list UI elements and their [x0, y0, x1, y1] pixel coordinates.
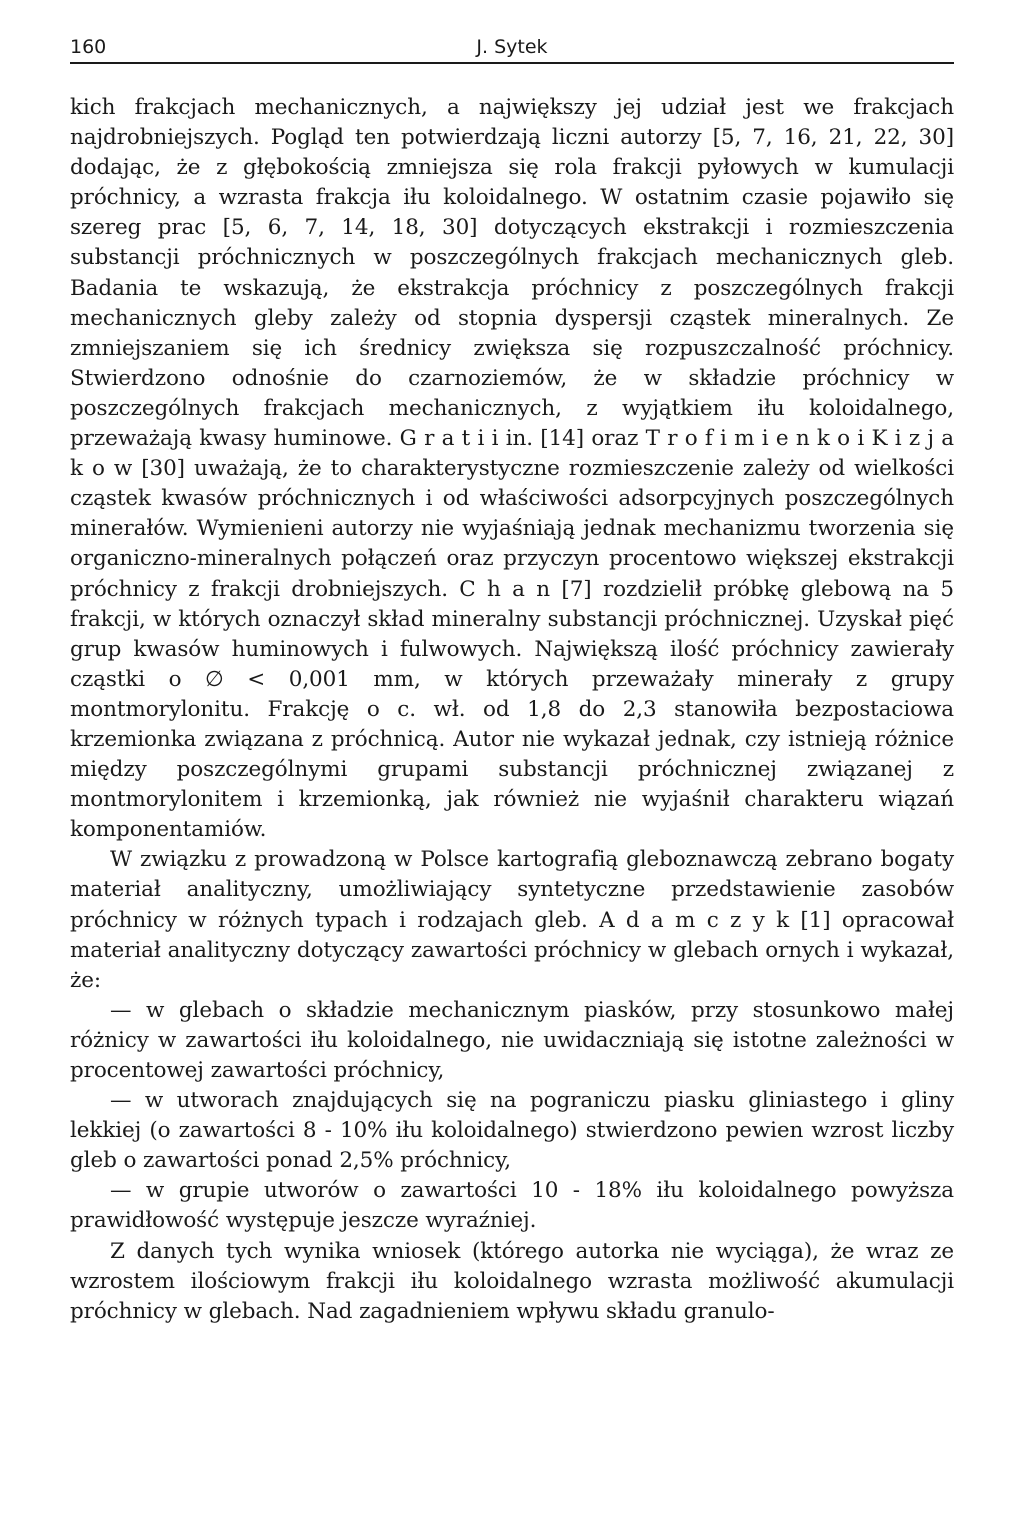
running-head: J. Sytek — [476, 36, 548, 58]
list-item: — w grupie utworów o zawartości 10 - 18% iłu koloidalnego powyższa prawidłowość występuje jeszcze wyraźniej. — [70, 1178, 954, 1234]
header-rule — [70, 62, 954, 64]
page-header — [70, 30, 954, 60]
list-item: — w utworach znajdujących się na pograniczu piasku gliniastego i gliny lekkiej (o zawartości 8 - 10% iłu koloidalnego) stwierdzono pewien wzrost liczby gleb o zawartości ponad 2,5% próchnicy, — [70, 1088, 954, 1174]
page-number: 160 — [70, 36, 107, 58]
list-item: — w glebach o składzie mechanicznym piasków, przy stosunkowo małej różnicy w zawartości iłu koloidalnego, nie uwidaczniają się istotne zależności w procentowej zawartości próchnicy, — [70, 997, 954, 1083]
paragraph: kich frakcjach mechanicznych, a największy jej udział jest we frakcjach najdrobniejszych. Pogląd ten potwierdzają liczni autorzy [5, 7, 16, 21, 22, 30] dodając, że z głębokością zmniejsza się rola frakcji pyłowych w kumulacji próchnicy, a wzrasta frakcja iłu koloidalnego. W ostatnim czasie pojawiło się szereg prac [5, 6, 7, 14, 18, 30] dotyczących ekstrakcji i rozmieszczenia substancji próchnicznych w poszczególnych frakcjach mechanicznych gleb. Badania te wskazują, że ekstrakcja próchnicy z poszczególnych frakcji mechanicznych gleby zależy od stopnia dyspersji cząstek mineralnych. Ze zmniejszaniem się ich średnicy zwiększa się rozpuszczalność próchnicy. Stwierdzono odnośnie do czarnoziemów, że w składzie próchnicy w poszczególnych frakcjach mechanicznych, z wyjątkiem iłu koloidalnego, przeważają kwasy huminowe. G r a t i i in. [14] oraz T r o f i m i e n k o i K i z j a k o w [30] uważają, że to charakterystyczne rozmieszczenie zależy od wielkości cząstek kwasów próchnicznych i od właściwości adsorpcyjnych poszczególnych minerałów. Wymienieni autorzy nie wyjaśniają jednak mechanizmu tworzenia się organiczno-mineralnych połączeń oraz przyczyn procentowo większej ekstrakcji próchnicy z frakcji drobniejszych. C h a n [7] rozdzielił próbkę glebową na 5 frakcji, w których oznaczył skład mineralny substancji próchnicznej. Uzyskał pięć grup kwasów huminowych i fulwowych. Największą ilość próchnicy zawierały cząstki o ∅ < 0,001 mm, w których przeważały minerały z grupy montmorylonitu. Frakcję o c. wł. od 1,8 do 2,3 stanowiła bezpostaciowa krzemionka związana z próchnicą. Autor nie wykazał jednak, czy istnieją różnice między poszczególnymi grupami substancji próchnicznej związanej z montmorylonitem i krzemionką, jak również nie wyjaśnił charakteru wiązań komponentamiów. — [70, 95, 954, 843]
body-text — [70, 93, 954, 1327]
paragraph: W związku z prowadzoną w Polsce kartografią gleboznawczą zebrano bogaty materiał analityczny, umożliwiający syntetyczne przedstawienie zasobów próchnicy w różnych typach i rodzajach gleb. A d a m c z y k [1] opracował materiał analityczny dotyczący zawartości próchnicy w glebach ornych i wykazał, że: — [70, 847, 954, 993]
paragraph: Z danych tych wynika wniosek (którego autorka nie wyciąga), że wraz ze wzrostem ilościowym frakcji iłu koloidalnego wzrasta możliwość akumulacji próchnicy w glebach. Nad zagadnieniem wpływu składu granulo- — [70, 1238, 954, 1324]
